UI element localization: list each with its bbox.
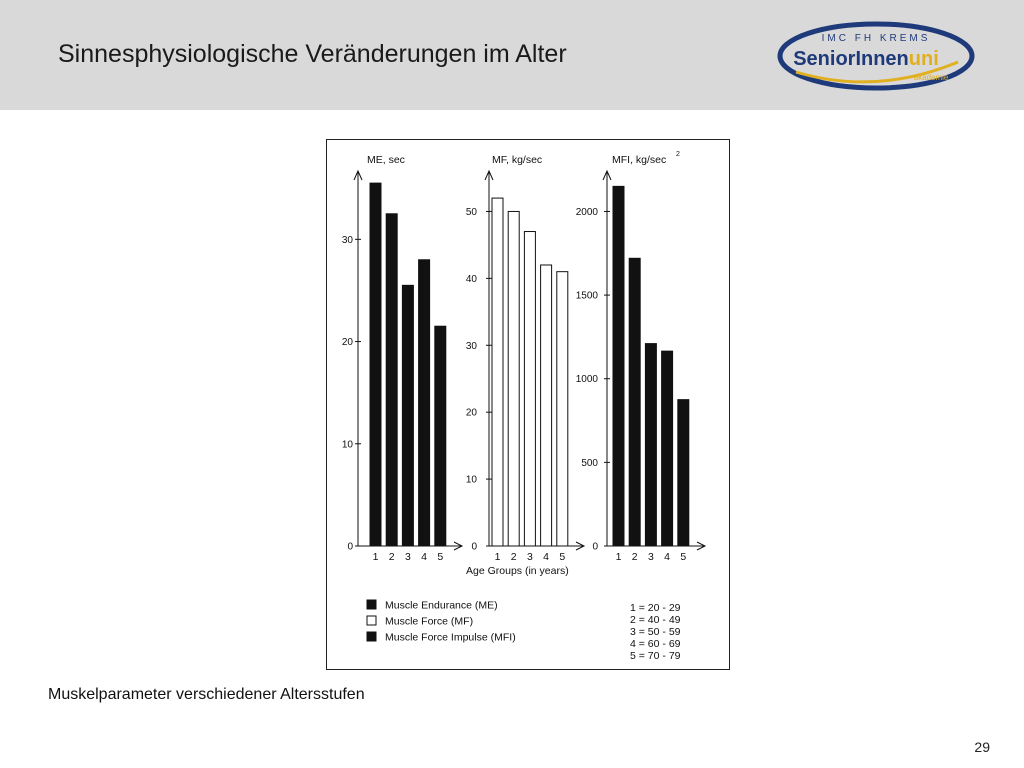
panel-3-y-tick-label: 1500 [575,290,598,302]
panel-3-category-label: 2 [631,551,638,563]
panel-1-bar-3 [402,285,413,546]
age-key-item: 2 = 40 - 49 [630,614,681,626]
panel-2-bar-1 [492,198,503,546]
panel-3-bar-2 [629,258,640,546]
panel-3-category-label: 4 [664,551,671,563]
age-key-item: 5 = 70 - 79 [630,650,681,662]
legend-label-2: Muscle Force (MF) [385,615,474,628]
panel-1-y-tick-label: 30 [341,234,353,246]
header-bar [0,0,1024,110]
slide-title: Sinnesphysiologische Veränderungen im Alter [58,40,567,68]
logo-main-text: SeniorInnenuni [793,48,939,70]
panel-1-y-tick-label: 0 [347,541,353,553]
age-key-item: 4 = 60 - 69 [630,638,681,650]
logo-tag-text: akademie [913,73,949,82]
panel-1-y-tick-label: 10 [341,439,353,451]
panel-3-bar-3 [645,344,656,546]
panel-1-y-tick-label: 20 [341,337,353,349]
panel-2-y-tick-label: 0 [471,541,477,553]
page-number: 29 [974,739,990,755]
panel-1-y-axis-label: ME, sec [367,154,405,166]
panel-1-category-label: 1 [372,551,379,563]
panel-2-bar-2 [508,211,519,546]
panel-3-y-axis-label-superscript: 2 [676,151,680,158]
panel-2-y-tick-label: 30 [465,340,477,352]
panel-2-bar-5 [557,272,568,546]
panel-3-bar-4 [662,351,673,546]
panel-2-y-tick-label: 40 [465,273,477,285]
panel-1-bar-4 [419,260,430,546]
slide-caption: Muskelparameter verschiedener Altersstufen [48,686,365,703]
panel-3-category-label: 1 [615,551,622,563]
age-key-item: 1 = 20 - 29 [630,602,681,614]
panel-3-category-label: 3 [647,551,654,563]
panel-3-y-tick-label: 2000 [575,206,598,218]
panel-2-category-label: 3 [526,551,533,563]
panel-3-y-tick-label: 1000 [575,374,598,386]
panel-2-y-axis-label: MF, kg/sec [492,154,543,166]
muscle-parameter-chart [327,140,729,669]
age-key-item: 3 = 50 - 59 [630,626,681,638]
panel-1-category-label: 3 [404,551,411,563]
panel-1-category-label: 4 [421,551,428,563]
panel-1-bar-5 [435,326,446,546]
panel-2-category-label: 5 [559,551,566,563]
x-axis-label: Age Groups (in years) [466,565,569,577]
panel-2-category-label: 4 [543,551,550,563]
legend-swatch-2 [367,616,376,625]
panel-3-category-label: 5 [680,551,687,563]
panel-2-bar-3 [524,232,535,546]
senioren-uni-logo [776,20,976,92]
panel-1-bar-1 [370,183,381,546]
panel-3-y-tick-label: 500 [581,457,598,469]
legend-label-3: Muscle Force Impulse (MFI) [385,631,516,644]
panel-2-category-label: 2 [510,551,517,563]
panel-3-y-axis-label: MFI, kg/sec [612,154,667,166]
panel-1-category-label: 2 [388,551,395,563]
panel-2-y-tick-label: 50 [465,206,477,218]
legend-label-1: Muscle Endurance (ME) [385,599,498,612]
panel-3-bar-5 [678,400,689,546]
panel-1-bar-2 [386,214,397,546]
muscle-parameter-figure [326,139,730,670]
panel-2-y-tick-label: 10 [465,474,477,486]
logo-top-text: IMC FH KREMS [821,33,931,44]
panel-2-bar-4 [541,265,552,546]
legend-swatch-1 [367,600,376,609]
panel-3-bar-1 [613,186,624,546]
panel-2-y-tick-label: 20 [465,407,477,419]
legend-swatch-3 [367,632,376,641]
panel-2-category-label: 1 [494,551,501,563]
panel-3-y-tick-label: 0 [592,541,598,553]
panel-1-category-label: 5 [437,551,444,563]
